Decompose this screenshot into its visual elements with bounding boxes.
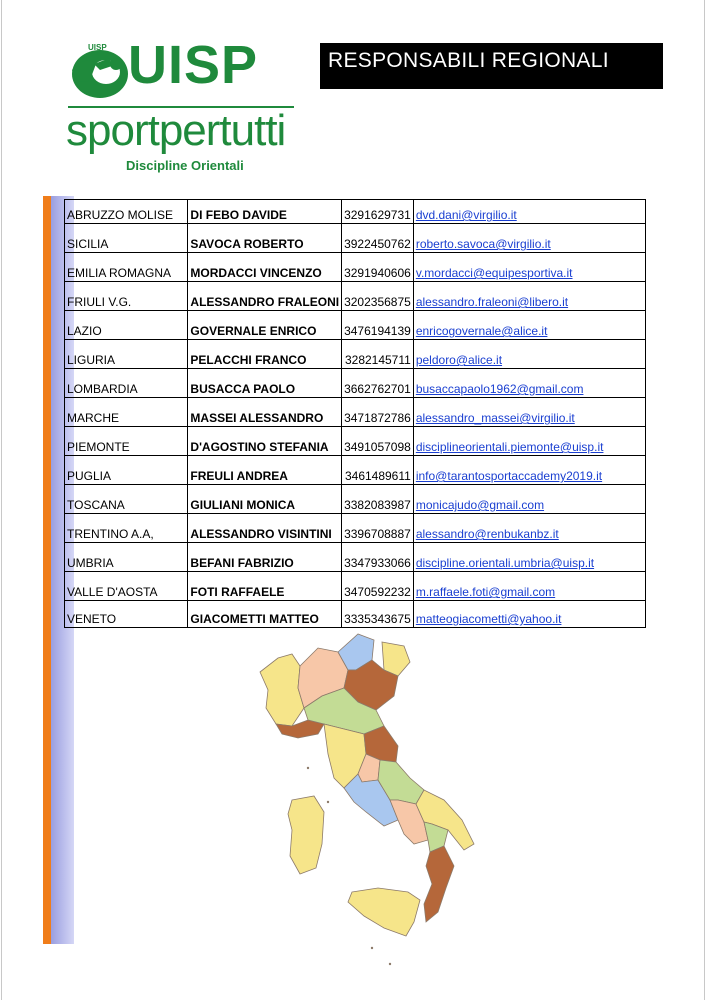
region-cell: TRENTINO A.A, bbox=[67, 527, 154, 541]
table-row bbox=[65, 311, 646, 340]
phone-cell bbox=[342, 427, 414, 456]
manager-name-cell bbox=[188, 200, 342, 224]
email-link[interactable]: v.mordacci@equipesportiva.it bbox=[415, 266, 573, 280]
manager-name-cell bbox=[188, 311, 342, 340]
logo-brand: UISP bbox=[128, 35, 259, 95]
table-row bbox=[65, 427, 646, 456]
manager-name-cell bbox=[188, 398, 342, 427]
phone-cell bbox=[342, 456, 414, 485]
email-link[interactable]: m.raffaele.foti@gmail.com bbox=[415, 585, 556, 599]
email-link[interactable]: discipline.orientali.umbria@uisp.it bbox=[415, 556, 595, 570]
email-link[interactable]: roberto.savoca@virgilio.it bbox=[415, 237, 551, 251]
email-cell bbox=[413, 514, 645, 543]
region-cell: VALLE D'AOSTA bbox=[67, 585, 158, 599]
phone-cell bbox=[342, 200, 414, 224]
manager-name-cell bbox=[188, 253, 342, 282]
manager-name-cell bbox=[188, 572, 342, 601]
phone-cell: 3922450762 bbox=[344, 237, 411, 251]
region-cell bbox=[65, 200, 188, 224]
manager-name-cell: MORDACCI VINCENZO bbox=[190, 266, 322, 280]
page-border-right bbox=[704, 0, 705, 1000]
region-cell: FRIULI V.G. bbox=[67, 295, 132, 309]
table-row bbox=[65, 200, 646, 224]
table-row bbox=[65, 224, 646, 253]
phone-cell: 3347933066 bbox=[344, 556, 411, 570]
email-cell bbox=[413, 398, 645, 427]
email-link[interactable]: dvd.dani@virgilio.it bbox=[415, 208, 517, 222]
phone-cell: 3491057098 bbox=[344, 440, 411, 454]
region-cell bbox=[65, 282, 188, 311]
phone-cell bbox=[342, 369, 414, 398]
region-cell bbox=[65, 572, 188, 601]
phone-cell bbox=[342, 282, 414, 311]
table-row bbox=[65, 572, 646, 601]
region-cell: LOMBARDIA bbox=[67, 382, 138, 396]
region-cell bbox=[65, 485, 188, 514]
manager-name-cell bbox=[188, 456, 342, 485]
page-title: RESPONSABILI REGIONALI bbox=[320, 43, 663, 89]
table-row bbox=[65, 514, 646, 543]
region-cell: LIGURIA bbox=[67, 353, 116, 367]
manager-name-cell: ALESSANDRO VISINTINI bbox=[190, 527, 332, 541]
email-link[interactable]: peldoro@alice.it bbox=[415, 353, 503, 367]
region-cell: LAZIO bbox=[67, 324, 102, 338]
region-cell bbox=[65, 398, 188, 427]
orange-side-bar bbox=[43, 196, 51, 944]
uisp-logo bbox=[66, 35, 306, 180]
email-link[interactable]: busaccapaolo1962@gmail.com bbox=[415, 382, 584, 396]
logo-division: Discipline Orientali bbox=[126, 158, 244, 173]
table-row bbox=[65, 456, 646, 485]
manager-name-cell: D'AGOSTINO STEFANIA bbox=[190, 440, 329, 454]
email-link[interactable]: info@tarantosportaccademy2019.it bbox=[415, 469, 603, 483]
table-row bbox=[65, 282, 646, 311]
manager-name-cell bbox=[188, 282, 342, 311]
table-row bbox=[65, 369, 646, 398]
region-cell bbox=[65, 311, 188, 340]
runner-emblem-icon bbox=[66, 40, 130, 106]
manager-name-cell: SAVOCA ROBERTO bbox=[190, 237, 304, 251]
email-cell bbox=[413, 282, 645, 311]
region-cell: VENETO bbox=[67, 612, 117, 626]
phone-cell bbox=[342, 543, 414, 572]
region-cell bbox=[65, 224, 188, 253]
email-cell bbox=[413, 369, 645, 398]
phone-cell: 3291629731 bbox=[344, 208, 411, 222]
manager-name-cell: MASSEI ALESSANDRO bbox=[190, 411, 324, 425]
phone-cell: 3202356875 bbox=[344, 295, 411, 309]
region-cell bbox=[65, 514, 188, 543]
phone-cell: 3282145711 bbox=[344, 353, 411, 367]
email-link[interactable]: alessandro.fraleoni@libero.it bbox=[415, 295, 569, 309]
phone-cell: 3461489611 bbox=[344, 469, 411, 483]
region-cell: SICILIA bbox=[67, 237, 109, 251]
manager-name-cell bbox=[188, 601, 342, 628]
phone-cell: 3291940606 bbox=[344, 266, 411, 280]
email-cell bbox=[413, 601, 645, 628]
phone-cell bbox=[342, 224, 414, 253]
logo-tagline: sportpertutti bbox=[66, 106, 286, 155]
email-cell bbox=[413, 200, 645, 224]
table-row bbox=[65, 398, 646, 427]
manager-name-cell bbox=[188, 427, 342, 456]
page-border-left bbox=[1, 0, 2, 1000]
manager-name-cell bbox=[188, 340, 342, 369]
email-cell bbox=[413, 340, 645, 369]
email-cell bbox=[413, 572, 645, 601]
email-link[interactable]: alessandro@renbukanbz.it bbox=[415, 527, 559, 541]
manager-name-cell: BUSACCA PAOLO bbox=[190, 382, 296, 396]
email-link[interactable]: disciplineorientali.piemonte@uisp.it bbox=[415, 440, 604, 454]
manager-name-cell bbox=[188, 369, 342, 398]
manager-name-cell: DI FEBO DAVIDE bbox=[190, 208, 287, 222]
email-link[interactable]: alessandro_massei@virgilio.it bbox=[415, 411, 575, 425]
region-cell bbox=[65, 543, 188, 572]
table-row bbox=[65, 340, 646, 369]
table-row bbox=[65, 543, 646, 572]
email-cell bbox=[413, 543, 645, 572]
region-cell: TOSCANA bbox=[67, 498, 125, 512]
phone-cell bbox=[342, 340, 414, 369]
region-cell bbox=[65, 369, 188, 398]
email-link[interactable]: enricogovernale@alice.it bbox=[415, 324, 548, 338]
phone-cell: 3382083987 bbox=[344, 498, 411, 512]
phone-cell bbox=[342, 311, 414, 340]
email-cell bbox=[413, 456, 645, 485]
manager-name-cell: GIULIANI MONICA bbox=[190, 498, 296, 512]
phone-cell: 3470592232 bbox=[344, 585, 411, 599]
phone-cell bbox=[342, 514, 414, 543]
phone-cell: 3396708887 bbox=[344, 527, 411, 541]
phone-cell bbox=[342, 398, 414, 427]
manager-name-cell bbox=[188, 543, 342, 572]
phone-cell bbox=[342, 253, 414, 282]
region-cell bbox=[65, 253, 188, 282]
manager-name-cell: BEFANI FABRIZIO bbox=[190, 556, 294, 570]
region-cell: UMBRIA bbox=[67, 556, 114, 570]
email-cell bbox=[413, 485, 645, 514]
manager-name-cell bbox=[188, 514, 342, 543]
phone-cell: 3662762701 bbox=[344, 382, 411, 396]
italy-regions-map-icon bbox=[248, 630, 478, 970]
region-cell: MARCHE bbox=[67, 411, 120, 425]
phone-cell bbox=[342, 485, 414, 514]
table-row bbox=[65, 485, 646, 514]
regional-managers-table bbox=[64, 199, 646, 628]
email-link[interactable]: matteogiacometti@yahoo.it bbox=[415, 612, 562, 626]
phone-cell: 3335343675 bbox=[344, 612, 411, 626]
region-cell bbox=[65, 427, 188, 456]
region-cell bbox=[65, 340, 188, 369]
region-cell: PIEMONTE bbox=[67, 440, 130, 454]
table-row bbox=[65, 253, 646, 282]
region-cell: EMILIA ROMAGNA bbox=[67, 266, 172, 280]
region-cell bbox=[65, 456, 188, 485]
table-row bbox=[65, 601, 646, 628]
region-cell bbox=[65, 601, 188, 628]
manager-name-cell: FREULI ANDREA bbox=[190, 469, 288, 483]
phone-cell: 3471872786 bbox=[344, 411, 411, 425]
manager-name-cell: PELACCHI FRANCO bbox=[190, 353, 307, 367]
manager-name-cell: GIACOMETTI MATTEO bbox=[190, 612, 319, 626]
email-cell bbox=[413, 427, 645, 456]
manager-name-cell bbox=[188, 224, 342, 253]
phone-cell: 3476194139 bbox=[344, 324, 411, 338]
email-link[interactable]: monicajudo@gmail.com bbox=[415, 498, 545, 512]
phone-cell bbox=[342, 572, 414, 601]
region-cell: PUGLIA bbox=[67, 469, 112, 483]
region-cell: ABRUZZO MOLISE bbox=[67, 208, 174, 222]
phone-cell bbox=[342, 601, 414, 628]
manager-name-cell: FOTI RAFFAELE bbox=[190, 585, 285, 599]
email-cell bbox=[413, 311, 645, 340]
email-cell bbox=[413, 253, 645, 282]
manager-name-cell bbox=[188, 485, 342, 514]
manager-name-cell: GOVERNALE ENRICO bbox=[190, 324, 317, 338]
email-cell bbox=[413, 224, 645, 253]
svg-text:UISP: UISP bbox=[88, 43, 107, 52]
manager-name-cell: ALESSANDRO FRALEONI bbox=[190, 295, 340, 309]
